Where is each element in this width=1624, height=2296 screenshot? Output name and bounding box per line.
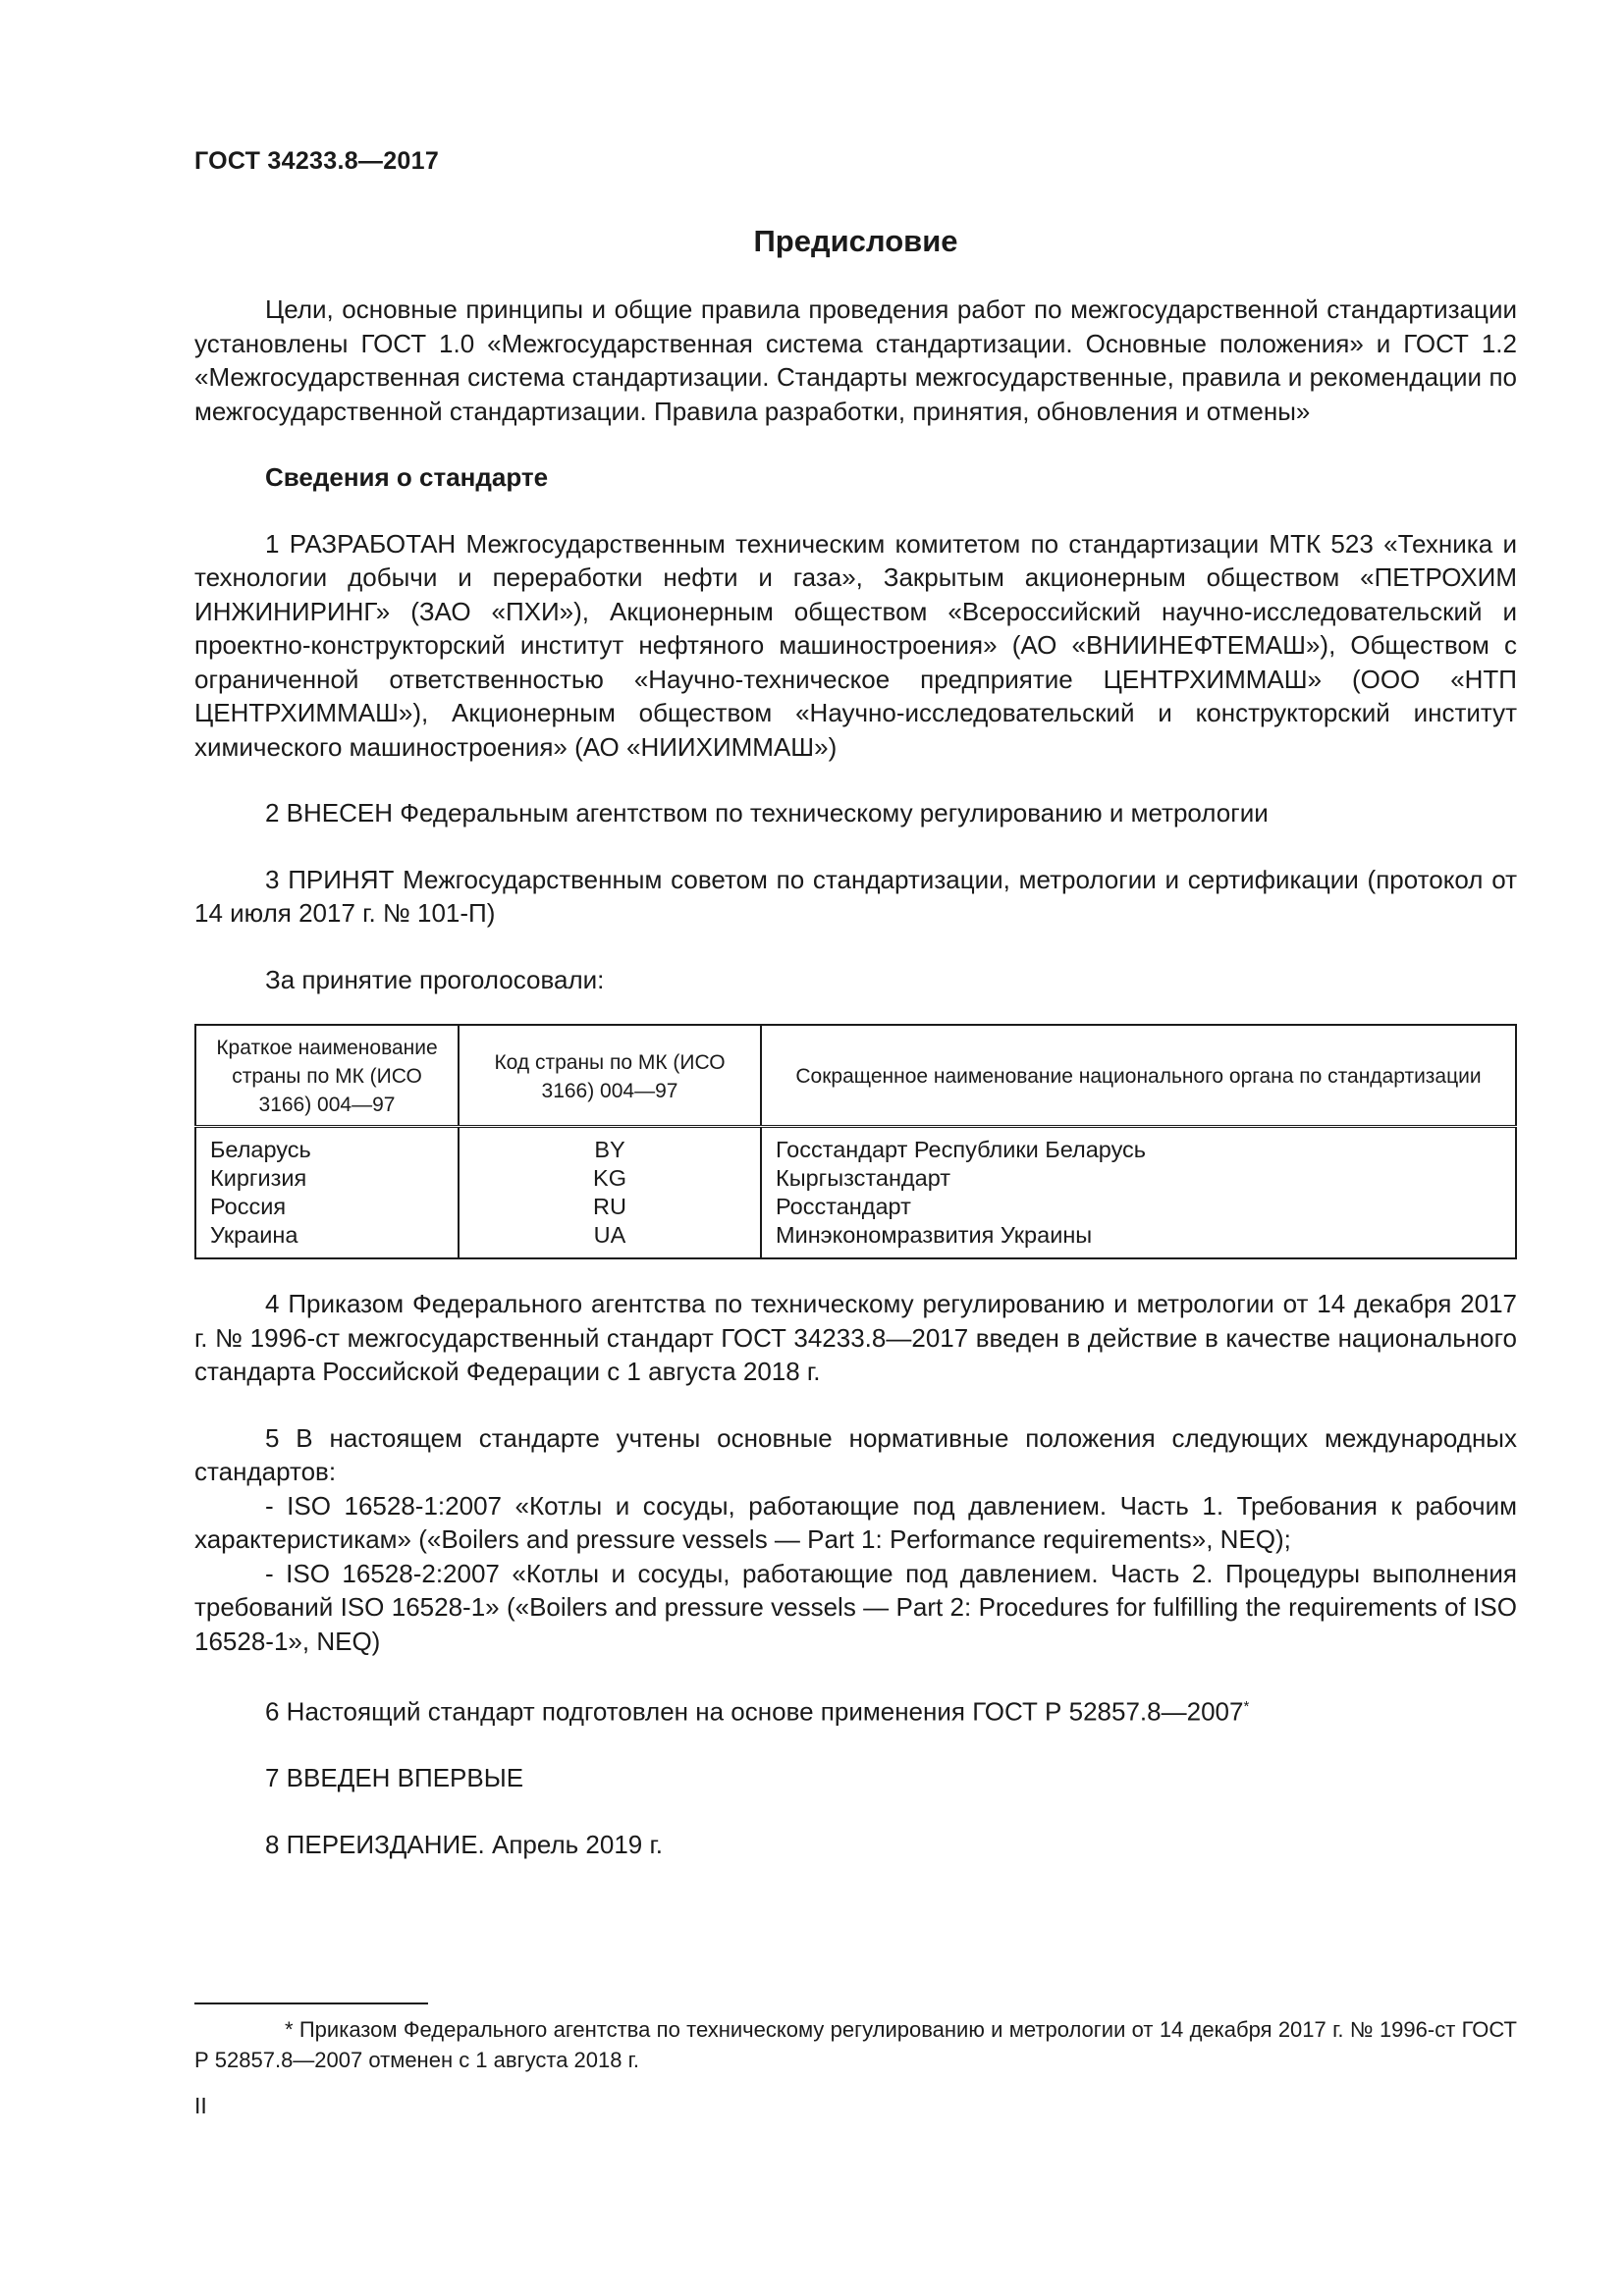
authority-name: Минэкономразвития Украины — [776, 1222, 1093, 1248]
page-title: Предисловие — [753, 224, 958, 258]
authority-column-cell — [761, 1127, 1516, 1259]
iso-reference-1: - ISO 16528-1:2007 «Котлы и сосуды, работающие под давлением. Часть 1. Требования к рабочим характеристикам» («Boilers and pressure vessels — Part 1: Performance requirements», NEQ); — [194, 1490, 1517, 1554]
country-code: KG — [593, 1165, 626, 1191]
column-header-authority: Сокращенное наименование национального органа по стандартизации — [761, 1025, 1516, 1127]
column-header-country: Краткое наименование страны по МК (ИСО 3166) 004—97 — [195, 1025, 459, 1127]
footnote-mark: * — [1243, 1698, 1250, 1715]
item-international-standards: 5 В настоящем стандарте учтены основные нормативные положения следующих международных стандартов: — [194, 1422, 1517, 1486]
country-code: BY — [594, 1137, 625, 1162]
country-name: Украина — [210, 1222, 298, 1248]
iso-reference-2: - ISO 16528-2:2007 «Котлы и сосуды, работающие под давлением. Часть 2. Процедуры выполнения требований ISO 16528-1» («Boilers and pressure vessels — Part 2: Procedures for fulfilling the requirements of ISO 16528-1», NEQ) — [194, 1558, 1517, 1656]
page-number: II — [194, 2093, 207, 2118]
table-header-row — [195, 1025, 1516, 1127]
authority-name: Госстандарт Республики Беларусь — [776, 1137, 1147, 1162]
country-name: Россия — [210, 1194, 287, 1219]
table-row — [195, 1127, 1516, 1259]
footnote: * Приказом Федерального агентства по техническому регулированию и метрологии от 14 декабря 2017 г. № 1996-ст ГОСТ Р 52857.8—2007 отменен с 1 августа 2018 г. — [194, 2017, 1517, 2072]
item-developed: 1 РАЗРАБОТАН Межгосударственным техническим комитетом по стандартизации МТК 523 «Техника и технологии добычи и переработки нефти и газа», Закрытым акционерным обществом «ПЕТРОХИМ ИНЖИНИРИНГ» (ЗАО «ПХИ»), Акционерным обществом «Всероссийский научно-исследовательский и проектно-конструкторский институт нефтяного машиностроения» (АО «ВНИИНЕФТЕМАШ»), Обществом с ограниченной ответственностью «Научно-техническое предприятие ЦЕНТРХИММАШ» (ООО «НТП ЦЕНТРХИММАШ»), Акционерным обществом «Научно-исследовательский и конструкторский институт химического машиностроения» (АО «НИИХИММАШ») — [194, 528, 1517, 762]
country-name: Беларусь — [210, 1137, 311, 1162]
voting-table — [194, 1024, 1517, 1259]
item-prepared-basis — [194, 1690, 1517, 1729]
column-header-code: Код страны по МК (ИСО 3166) 004—97 — [459, 1025, 761, 1127]
item-order: 4 Приказом Федерального агентства по техническому регулированию и метрологии от 14 декабря 2017 г. № 1996-ст межгосударственный стандарт ГОСТ 34233.8—2017 введен в действие в качестве национального стандарта Российской Федерации с 1 августа 2018 г. — [194, 1289, 1517, 1386]
country-name: Киргизия — [210, 1165, 307, 1191]
voted-label: За принятие проголосовали: — [265, 964, 605, 994]
item-introduced: 2 ВНЕСЕН Федеральным агентством по техническому регулированию и метрологии — [265, 798, 1269, 828]
code-column-cell — [459, 1127, 761, 1259]
item-adopted: 3 ПРИНЯТ Межгосударственным советом по стандартизации, метрологии и сертификации (протокол от 14 июля 2017 г. № 101-П) — [194, 864, 1517, 928]
item-reissue: 8 ПЕРЕИЗДАНИЕ. Апрель 2019 г. — [265, 1829, 664, 1859]
authority-name: Росстандарт — [776, 1194, 911, 1219]
document-code-header: ГОСТ 34233.8—2017 — [194, 147, 440, 175]
country-code: RU — [593, 1194, 626, 1219]
country-code: UA — [593, 1222, 626, 1248]
foreword-section — [194, 224, 1517, 1861]
intro-paragraph: Цели, основные принципы и общие правила проведения работ по межгосударственной стандартизации установлены ГОСТ 1.0 «Межгосударственная система стандартизации. Основные положения» и ГОСТ 1.2 «Межгосударственная система стандартизации. Стандарты межгосударственные, правила и рекомендации по межгосударственной стандартизации. Правила разработки, принятия, обновления и отмены» — [194, 294, 1517, 426]
authority-name: Кыргызстандарт — [776, 1165, 951, 1191]
footnote-divider — [194, 2002, 428, 2004]
item-first-introduced: 7 ВВЕДЕН ВПЕРВЫЕ — [265, 1763, 524, 1793]
country-column-cell — [195, 1127, 459, 1259]
item-prepared-text: 6 Настоящий стандарт подготовлен на основе применения ГОСТ Р 52857.8—2007 — [265, 1696, 1244, 1727]
standard-info-heading: Сведения о стандарте — [265, 462, 549, 492]
